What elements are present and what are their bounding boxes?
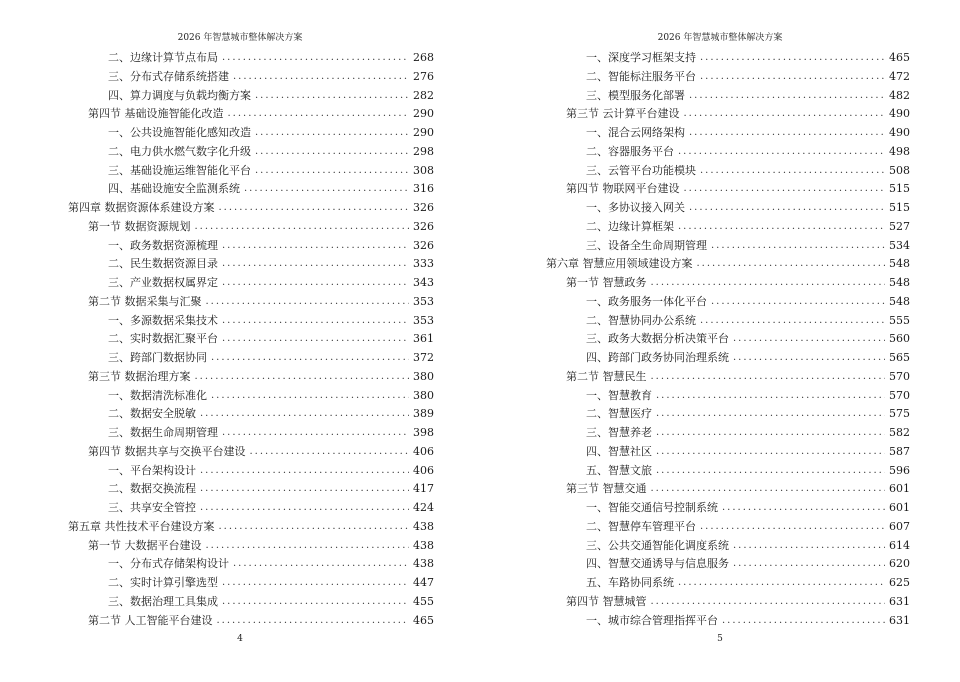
toc-entry-level-2[interactable] <box>88 367 434 386</box>
dot-leader <box>697 254 886 273</box>
toc-entry-level-3[interactable] <box>586 67 910 86</box>
toc-entry-level-2[interactable] <box>566 104 910 123</box>
toc-entry-page: 620 <box>889 557 910 571</box>
toc-entry-title: 二、边缘计算节点布局 <box>108 51 218 64</box>
toc-entry-page: 406 <box>413 463 434 477</box>
toc-entry-title: 一、智慧教育 <box>586 388 652 402</box>
dot-leader <box>217 611 410 630</box>
toc-entry-title: 二、智慧停车管理平台 <box>586 519 696 533</box>
toc-entry-title: 二、智慧医疗 <box>586 407 652 421</box>
dot-leader <box>219 198 410 217</box>
toc-entry-title: 四、算力调度与负载均衡方案 <box>108 88 251 102</box>
toc-entry-title: 第四节 物联网平台建设 <box>566 182 680 196</box>
toc-entry-page: 527 <box>889 219 910 233</box>
toc-entry-title: 第二节 人工智能平台建设 <box>88 613 213 627</box>
toc-entry-title: 三、政务大数据分析决策平台 <box>586 332 729 346</box>
dot-leader <box>195 217 410 236</box>
toc-entry-level-1[interactable] <box>68 198 434 217</box>
toc-entry-page: 465 <box>889 51 910 64</box>
toc-entry-title: 二、实时计算引擎选型 <box>108 576 218 589</box>
toc-entry-level-1[interactable] <box>68 517 434 536</box>
dot-leader <box>200 498 409 517</box>
toc-entry-page: 372 <box>413 351 434 364</box>
toc-entry-title: 一、多协议接入网关 <box>586 201 685 214</box>
toc-entry-level-2[interactable] <box>566 179 910 198</box>
toc-entry-title: 第三节 智慧交通 <box>566 482 647 496</box>
toc-entry-level-2[interactable] <box>88 611 434 630</box>
toc-entry-page: 417 <box>413 482 434 496</box>
toc-entry-title: 二、智慧协同办公系统 <box>586 313 696 327</box>
dot-leader <box>195 367 410 386</box>
toc-entry-title: 第一节 智慧政务 <box>566 276 647 289</box>
toc-entry-level-3[interactable] <box>586 86 910 105</box>
toc-entry-title: 二、数据交换流程 <box>108 482 196 496</box>
toc-entry-title: 二、智能标注服务平台 <box>586 69 696 83</box>
toc-entry-page: 438 <box>413 519 434 533</box>
toc-entry-page: 565 <box>889 351 910 364</box>
dot-leader <box>250 442 410 461</box>
toc-entry-page: 587 <box>889 444 910 458</box>
toc-entry-title: 三、设备全生命周期管理 <box>586 238 707 252</box>
toc-entry-page: 575 <box>889 407 910 421</box>
toc-entry-page: 607 <box>889 519 910 533</box>
toc-entry-page: 548 <box>889 294 910 308</box>
dot-leader <box>700 161 885 180</box>
toc-entry-title: 第四节 智慧城管 <box>566 594 647 608</box>
dot-leader <box>222 573 409 592</box>
toc-entry-page: 353 <box>413 294 434 308</box>
toc-entry-title: 第一节 数据资源规划 <box>88 219 191 233</box>
toc-entry-page: 625 <box>889 576 910 589</box>
toc-entry-title: 二、民生数据资源目录 <box>108 257 218 271</box>
toc-entry-level-3[interactable] <box>108 554 434 573</box>
dot-leader <box>700 67 885 86</box>
toc-entry-level-3[interactable] <box>586 123 910 142</box>
toc-entry-page: 276 <box>413 69 434 83</box>
dot-leader <box>206 536 410 555</box>
toc-entry-title: 一、分布式存储架构设计 <box>108 557 229 571</box>
toc-entry-level-3[interactable] <box>108 236 434 255</box>
toc-entry-level-1[interactable] <box>546 254 910 273</box>
toc-entry-page: 455 <box>413 594 434 608</box>
toc-entry-level-3[interactable] <box>108 254 434 273</box>
dot-leader <box>700 48 885 67</box>
toc-entry-level-3[interactable] <box>586 386 910 405</box>
toc-entry-title: 第二节 数据采集与汇聚 <box>88 294 202 308</box>
page-number: 4 <box>237 634 243 644</box>
dot-leader <box>244 179 409 198</box>
dot-leader <box>228 104 410 123</box>
dot-leader <box>689 123 885 142</box>
toc-entry-title: 三、模型服务化部署 <box>586 88 685 102</box>
toc-entry-page: 548 <box>889 257 910 271</box>
dot-leader <box>211 386 409 405</box>
toc-entry-level-3[interactable] <box>108 67 434 86</box>
dot-leader <box>656 442 885 461</box>
toc-entry-title: 第四节 基础设施智能化改造 <box>88 107 224 121</box>
toc-entry-level-2[interactable] <box>88 217 434 236</box>
toc-entry-level-3[interactable] <box>586 348 910 367</box>
dot-leader <box>656 423 885 442</box>
dot-leader <box>222 311 409 330</box>
toc-entry-page: 596 <box>889 463 910 477</box>
dot-leader <box>211 348 409 367</box>
dot-leader <box>656 461 885 480</box>
dot-leader <box>711 236 885 255</box>
toc-entry-level-2[interactable] <box>88 104 434 123</box>
dot-leader <box>700 517 885 536</box>
toc-entry-title: 一、数据清洗标准化 <box>108 388 207 402</box>
toc-entry-page: 515 <box>889 182 910 196</box>
dot-leader <box>684 104 886 123</box>
toc-entry-title: 第六章 智慧应用领域建设方案 <box>546 257 693 271</box>
dot-leader <box>678 573 885 592</box>
toc-entry-level-3[interactable] <box>108 479 434 498</box>
dot-leader <box>222 254 409 273</box>
toc-entry-page: 389 <box>413 407 434 421</box>
toc-entry-level-3[interactable] <box>108 573 434 592</box>
dot-leader <box>689 198 885 217</box>
dot-leader <box>233 554 409 573</box>
toc-entry-title: 四、智慧社区 <box>586 444 652 458</box>
toc-entry-title: 一、智能交通信号控制系统 <box>586 501 718 514</box>
toc-entry-level-2[interactable] <box>88 536 434 555</box>
dot-leader <box>222 329 409 348</box>
toc-entry-title: 三、跨部门数据协同 <box>108 351 207 364</box>
toc-entry-level-3[interactable] <box>108 404 434 423</box>
toc-entry-page: 548 <box>889 276 910 289</box>
dot-leader <box>222 592 409 611</box>
toc-entry-page: 465 <box>413 613 434 627</box>
dot-leader <box>700 311 885 330</box>
dot-leader <box>656 404 885 423</box>
toc-entry-page: 631 <box>889 613 910 627</box>
toc-entry-level-3[interactable] <box>586 536 910 555</box>
dot-leader <box>255 123 409 142</box>
toc-entry-page: 490 <box>889 107 910 121</box>
dot-leader <box>222 236 409 255</box>
toc-entry-title: 一、混合云网络架构 <box>586 126 685 139</box>
toc-entry-page: 326 <box>413 219 434 233</box>
toc-entry-page: 282 <box>413 88 434 102</box>
toc-entry-page: 570 <box>889 388 910 402</box>
dot-leader <box>711 292 885 311</box>
toc-entry-level-3[interactable] <box>108 498 434 517</box>
toc-entry-level-3[interactable] <box>108 142 434 161</box>
toc-entry-title: 一、平台架构设计 <box>108 463 196 477</box>
toc-entry-level-2[interactable] <box>566 367 910 386</box>
toc-entry-title: 二、电力供水燃气数字化升级 <box>108 144 251 158</box>
toc-entry-title: 一、政务数据资源梳理 <box>108 238 218 252</box>
dot-leader <box>651 592 886 611</box>
toc-entry-title: 一、政务服务一体化平台 <box>586 294 707 308</box>
dot-leader <box>200 479 409 498</box>
toc-entry-page: 424 <box>413 501 434 514</box>
toc-entry-level-3[interactable] <box>586 311 910 330</box>
toc-entry-level-3[interactable] <box>586 498 910 517</box>
toc-entry-title: 第五章 共性技术平台建设方案 <box>68 519 215 533</box>
toc-entry-title: 第一节 大数据平台建设 <box>88 538 202 552</box>
toc-entry-title: 三、智慧养老 <box>586 426 652 439</box>
toc-entry-level-3[interactable] <box>586 442 910 461</box>
dot-leader <box>678 217 885 236</box>
toc-entry-page: 601 <box>889 501 910 514</box>
dot-leader <box>651 367 886 386</box>
dot-leader <box>651 273 886 292</box>
toc-entry-level-2[interactable] <box>566 273 910 292</box>
dot-leader <box>233 67 409 86</box>
toc-entry-page: 631 <box>889 594 910 608</box>
dot-leader <box>255 161 409 180</box>
toc-entry-page: 515 <box>889 201 910 214</box>
toc-entry-level-3[interactable] <box>108 311 434 330</box>
toc-entry-page: 438 <box>413 557 434 571</box>
toc-entry-page: 482 <box>889 88 910 102</box>
toc-entry-page: 508 <box>889 163 910 177</box>
toc-entry-level-3[interactable] <box>586 517 910 536</box>
dot-leader <box>733 536 885 555</box>
dot-leader <box>255 86 409 105</box>
toc-entry-title: 一、多源数据采集技术 <box>108 313 218 327</box>
toc-entry-page: 406 <box>413 444 434 458</box>
dot-leader <box>722 498 885 517</box>
toc-entry-level-2[interactable] <box>566 592 910 611</box>
dot-leader <box>733 348 885 367</box>
page-number: 5 <box>717 634 723 644</box>
toc-entry-title: 第三节 云计算平台建设 <box>566 107 680 121</box>
toc-entry-page: 326 <box>413 201 434 214</box>
dot-leader <box>678 142 885 161</box>
toc-entry-page: 570 <box>889 369 910 383</box>
toc-entry-page: 380 <box>413 369 434 383</box>
dot-leader <box>733 554 885 573</box>
toc-entry-page: 498 <box>889 144 910 158</box>
toc-entry-title: 三、云管平台功能模块 <box>586 163 696 177</box>
toc-entry-page: 290 <box>413 126 434 139</box>
toc-entry-page: 614 <box>889 538 910 552</box>
toc-entry-title: 二、数据安全脱敏 <box>108 407 196 421</box>
toc-entry-title: 一、深度学习框架支持 <box>586 51 696 64</box>
toc-entry-page: 555 <box>889 313 910 327</box>
toc-entry-level-3[interactable] <box>586 573 910 592</box>
toc-entry-page: 361 <box>413 332 434 346</box>
toc-entry-title: 二、容器服务平台 <box>586 144 674 158</box>
dot-leader <box>656 386 885 405</box>
toc-entry-level-2[interactable] <box>88 442 434 461</box>
toc-entry-title: 四、智慧交通诱导与信息服务 <box>586 557 729 571</box>
page-header: 2026 年智慧城市整体解决方案 <box>657 33 783 43</box>
toc-entry-page: 560 <box>889 332 910 346</box>
toc-entry-title: 四、跨部门政务协同治理系统 <box>586 351 729 364</box>
toc-entry-page: 308 <box>413 163 434 177</box>
toc-entry-page: 268 <box>413 51 434 64</box>
toc-entry-level-3[interactable] <box>586 198 910 217</box>
toc-entry-title: 第四章 数据资源体系建设方案 <box>68 201 215 214</box>
toc-entry-level-3[interactable] <box>108 86 434 105</box>
toc-entry-level-3[interactable] <box>108 348 434 367</box>
dot-leader <box>733 329 885 348</box>
toc-entry-level-3[interactable] <box>108 386 434 405</box>
dot-leader <box>689 86 885 105</box>
toc-entry-level-3[interactable] <box>108 179 434 198</box>
toc-entry-level-3[interactable] <box>108 329 434 348</box>
toc-entry-title: 三、分布式存储系统搭建 <box>108 69 229 83</box>
toc-entry-level-3[interactable] <box>586 423 910 442</box>
toc-entry-title: 三、基础设施运维智能化平台 <box>108 163 251 177</box>
toc-entry-page: 343 <box>413 276 434 289</box>
right-page <box>480 0 960 682</box>
toc-entry-level-3[interactable] <box>108 592 434 611</box>
toc-entry-page: 438 <box>413 538 434 552</box>
toc-entry-title: 二、边缘计算框架 <box>586 219 674 233</box>
toc-entry-title: 三、共享安全管控 <box>108 501 196 514</box>
toc-entry-page: 472 <box>889 69 910 83</box>
dot-leader <box>651 479 886 498</box>
dot-leader <box>255 142 409 161</box>
toc-entry-title: 五、智慧文旅 <box>586 463 652 477</box>
dot-leader <box>722 611 885 630</box>
toc-entry-title: 三、数据生命周期管理 <box>108 426 218 439</box>
toc-entry-title: 二、实时数据汇聚平台 <box>108 332 218 346</box>
dot-leader <box>222 423 409 442</box>
toc-entry-level-3[interactable] <box>108 273 434 292</box>
toc-entry-title: 五、车路协同系统 <box>586 576 674 589</box>
toc-entry-level-3[interactable] <box>108 423 434 442</box>
dot-leader <box>206 292 410 311</box>
toc-entry-page: 398 <box>413 426 434 439</box>
toc-entry-level-3[interactable] <box>108 461 434 480</box>
toc-entry-page: 353 <box>413 313 434 327</box>
toc-entry-title: 第四节 数据共享与交换平台建设 <box>88 444 246 458</box>
toc-entry-page: 380 <box>413 388 434 402</box>
dot-leader <box>219 517 410 536</box>
toc-entry-page: 290 <box>413 107 434 121</box>
toc-entry-level-3[interactable] <box>586 461 910 480</box>
dot-leader <box>222 48 409 67</box>
toc-entry-level-3[interactable] <box>586 161 910 180</box>
toc-entry-level-3[interactable] <box>586 217 910 236</box>
dot-leader <box>200 404 409 423</box>
toc-entry-title: 一、城市综合管理指挥平台 <box>586 613 718 627</box>
toc-entry-page: 447 <box>413 576 434 589</box>
toc-entry-level-2[interactable] <box>566 479 910 498</box>
toc-entry-title: 第三节 数据治理方案 <box>88 369 191 383</box>
dot-leader <box>222 273 409 292</box>
toc-entry-level-3[interactable] <box>586 48 910 67</box>
toc-entry-title: 四、基础设施安全监测系统 <box>108 182 240 196</box>
dot-leader <box>684 179 886 198</box>
toc-entry-level-3[interactable] <box>586 142 910 161</box>
toc-entry-level-3[interactable] <box>108 48 434 67</box>
toc-entry-page: 601 <box>889 482 910 496</box>
toc-entry-title: 第二节 智慧民生 <box>566 369 647 383</box>
toc-entry-level-3[interactable] <box>108 123 434 142</box>
toc-entry-level-3[interactable] <box>586 329 910 348</box>
toc-entry-page: 316 <box>413 182 434 196</box>
toc-entry-title: 三、公共交通智能化调度系统 <box>586 538 729 552</box>
toc-entry-level-3[interactable] <box>586 292 910 311</box>
page-header: 2026 年智慧城市整体解决方案 <box>177 33 303 43</box>
toc-entry-title: 三、数据治理工具集成 <box>108 594 218 608</box>
toc-entry-level-3[interactable] <box>586 611 910 630</box>
toc-entry-level-3[interactable] <box>586 554 910 573</box>
toc-entry-level-2[interactable] <box>88 292 434 311</box>
dot-leader <box>200 461 409 480</box>
toc-entry-level-3[interactable] <box>108 161 434 180</box>
toc-entry-page: 326 <box>413 238 434 252</box>
toc-entry-page: 298 <box>413 144 434 158</box>
toc-entry-page: 333 <box>413 257 434 271</box>
toc-entry-title: 一、公共设施智能化感知改造 <box>108 126 251 139</box>
toc-entry-page: 582 <box>889 426 910 439</box>
toc-entry-title: 三、产业数据权属界定 <box>108 276 218 289</box>
toc-entry-page: 534 <box>889 238 910 252</box>
toc-entry-page: 490 <box>889 126 910 139</box>
toc-entry-level-3[interactable] <box>586 236 910 255</box>
toc-entry-level-3[interactable] <box>586 404 910 423</box>
